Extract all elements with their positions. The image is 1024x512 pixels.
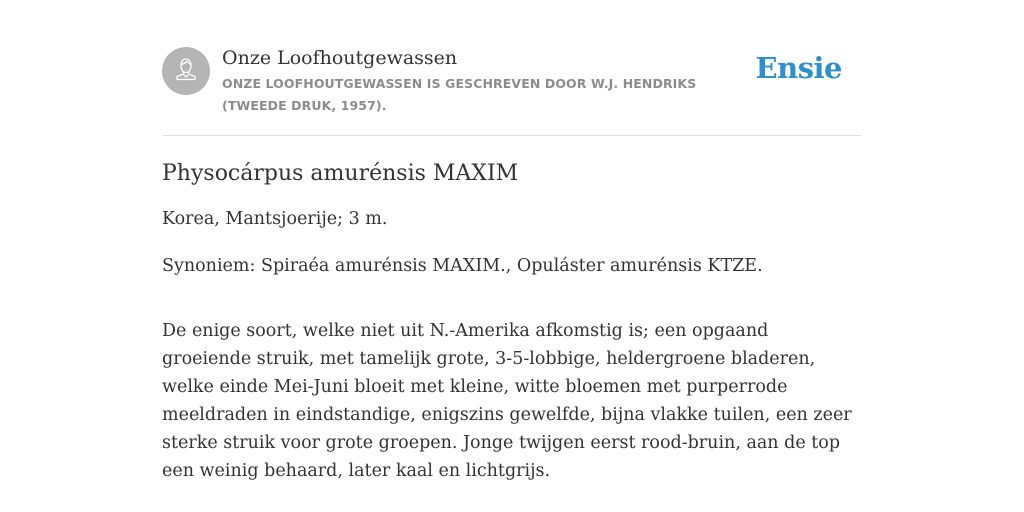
book-header [162, 44, 862, 136]
avatar[interactable] [162, 47, 210, 95]
user-icon [171, 54, 201, 89]
entry-title: Physocárpus amurénsis MAXIM [162, 161, 519, 186]
book-title[interactable]: Onze Loofhoutgewassen [222, 47, 458, 69]
entry-synonym: Synoniem: Spiraéa amurénsis MAXIM., Opuláster amurénsis KTZE. [162, 256, 763, 276]
book-subtitle: ONZE LOOFHOUTGEWASSEN IS GESCHREVEN DOOR W.J. HENDRIKS (TWEEDE DRUK, 1957). [222, 76, 697, 113]
entry-origin: Korea, Mantsjoerije; 3 m. [162, 209, 388, 229]
ensie-logo[interactable]: Ensie [755, 51, 842, 85]
entry-description: De enige soort, welke niet uit N.-Amerika afkomstig is; een opgaand groeiende struik, met tamelijk grote, 3-5-lobbige, heldergroene bladeren, welke einde Mei-Juni bloeit met kleine, witte bloemen met purperrode meeldraden in eindstandige, enigszins gewelfde, bijna vlakke tuilen, een zeer sterke struik voor grote groepen. Jonge twijgen eerst rood-bruin, aan de top een weinig behaard, later kaal en lichtgrijs. [162, 321, 852, 481]
book-info [222, 44, 762, 117]
entry-content [162, 156, 862, 504]
